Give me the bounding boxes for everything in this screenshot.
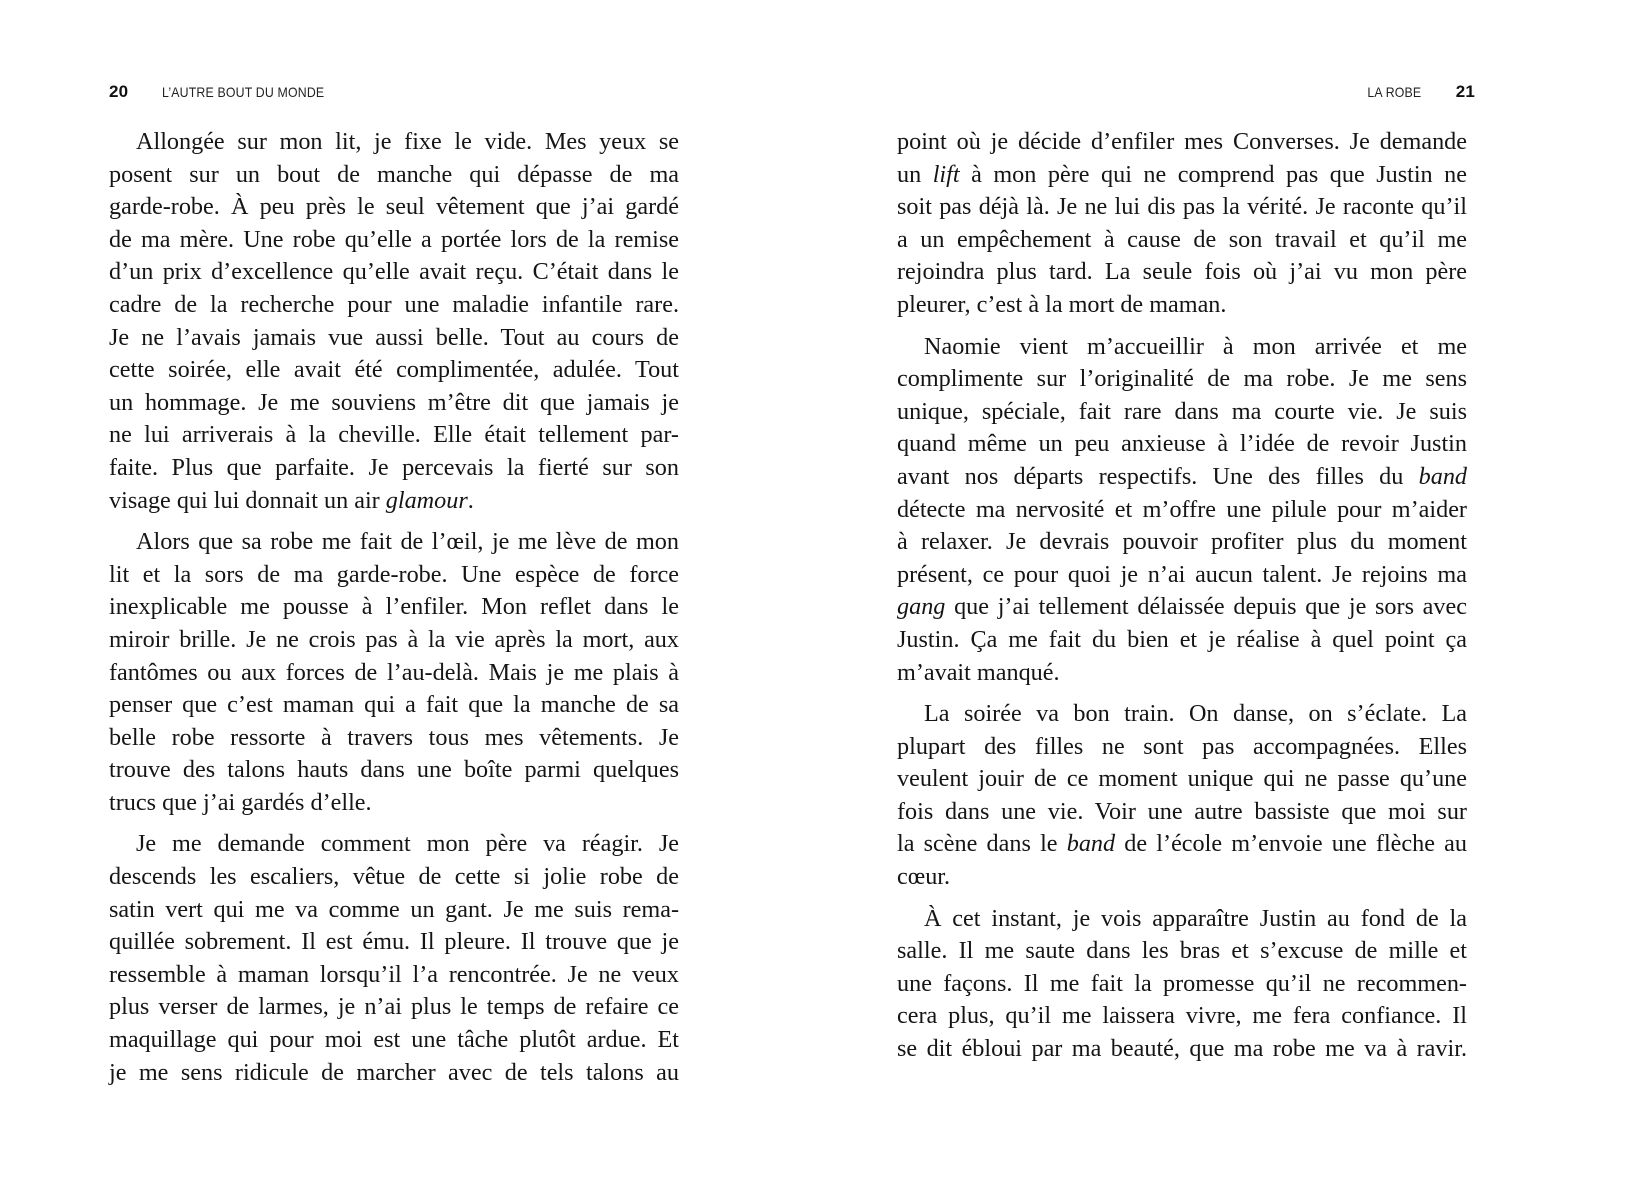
text-line: trucs que j’ai gardés d’elle. (109, 788, 372, 816)
text-line: Justin. Ça me fait du bien et je réalise à quel point ça (897, 625, 1467, 653)
text-line: à relaxer. Je devrais pouvoir profiter plus du moment (897, 528, 1467, 556)
right-body-text (897, 126, 1467, 1075)
text-line: trouve des talons hauts dans une boîte parmi quelques (109, 756, 679, 784)
text-line (897, 461, 1467, 494)
text-line: m’avait manqué. (897, 658, 1060, 686)
text-line: veulent jouir de ce moment unique qui ne passe qu’une (897, 765, 1467, 793)
text-line: cette soirée, elle avait été complimentée, adulée. Tout (109, 356, 679, 384)
text-line: détecte ma nervosité et m’offre une pilule pour m’aider (897, 495, 1467, 523)
text-line: un hommage. Je me souviens m’être dit que jamais je (109, 388, 679, 416)
text-run: un (897, 160, 933, 188)
text-line: salle. Il me saute dans les bras et s’excuse de mille et (897, 937, 1467, 965)
paragraph (897, 331, 1467, 690)
text-line: miroir brille. Je ne crois pas à la vie après la mort, aux (109, 625, 679, 653)
text-line: garde-robe. À peu près le seul vêtement que j’ai gardé (109, 193, 679, 221)
text-line: une façons. Il me fait la promesse qu’il ne recommen- (897, 969, 1467, 997)
text-run: la scène dans le (897, 830, 1067, 858)
text-line: unique, spéciale, fait rare dans ma courte vie. Je suis (897, 397, 1467, 425)
text-line: maquillage qui pour moi est une tâche plutôt ardue. Et (109, 1026, 679, 1054)
text-line: d’un prix d’excellence qu’elle avait reçu. C’était dans le (109, 258, 679, 286)
paragraph (897, 126, 1467, 322)
paragraph (109, 526, 679, 819)
text-run: que j’ai tellement délaissée depuis que je sors avec (945, 593, 1467, 621)
text-line: Alors que sa robe me fait de l’œil, je me lève de mon (136, 528, 679, 556)
text-line: point où je décide d’enfiler mes Converses. Je demande (897, 128, 1467, 155)
text-line: ressemble à maman lorsqu’il l’a rencontrée. Je ne veux (109, 960, 679, 988)
right-running-head (1360, 80, 1475, 104)
text-line: À cet instant, je vois apparaître Justin au fond de la (924, 904, 1467, 932)
text-line (897, 828, 1467, 861)
text-line: descends les escaliers, vêtue de cette si jolie robe de (109, 863, 679, 891)
text-line: plupart des filles ne sont pas accompagnées. Elles (897, 732, 1467, 760)
text-line: soit pas déjà là. Je ne lui dis pas la vérité. Je raconte qu’il (897, 193, 1467, 221)
text-line: plus verser de larmes, je n’ai plus le temps de refaire ce (109, 993, 679, 1021)
paragraph (109, 828, 679, 1089)
text-run: avant nos départs respectifs. Une des filles du (897, 462, 1419, 490)
text-line: présent, ce pour quoi je n’ai aucun talent. Je rejoins ma (897, 560, 1467, 588)
italic-word: glamour (385, 486, 468, 514)
right-page (818, 0, 1636, 1200)
text-line: je me sens ridicule de marcher avec de tels talons au (109, 1058, 679, 1086)
text-line: lit et la sors de ma garde-robe. Une espèce de force (109, 560, 679, 588)
chapter-title-header: LA ROBE (1367, 84, 1422, 100)
text-line: quand même un peu anxieuse à l’idée de revoir Justin (897, 430, 1467, 458)
text-line: pleurer, c’est à la mort de maman. (897, 290, 1227, 318)
text-line: cera plus, qu’il me laissera vivre, me fera confiance. Il (897, 1002, 1467, 1030)
text-run: à mon père qui ne comprend pas que Justin ne (959, 160, 1467, 188)
book-title-header: L’AUTRE BOUT DU MONDE (162, 84, 325, 100)
italic-word: band (1066, 830, 1116, 858)
text-line: quillée sobrement. Il est ému. Il pleure. Il trouve que je (109, 928, 679, 956)
text-line: satin vert qui me va comme un gant. Je me suis rema- (109, 895, 679, 923)
paragraph (897, 903, 1467, 1066)
text-run: de l’école m’envoie une flèche au (1115, 830, 1468, 858)
italic-word: gang (897, 593, 946, 621)
text-line: belle robe ressorte à travers tous mes vêtements. Je (109, 723, 679, 751)
text-line (109, 485, 679, 518)
italic-word: lift (932, 160, 960, 188)
text-line: complimente sur l’originalité de ma robe. Je me sens (897, 365, 1467, 393)
italic-word: band (1418, 462, 1467, 490)
text-line: Je me demande comment mon père va réagir. Je (136, 830, 679, 858)
text-line: cadre de la recherche pour une maladie infantile rare. (109, 290, 679, 318)
text-line: inexplicable me pousse à l’enfiler. Mon reflet dans le (109, 593, 679, 621)
right-page-number: 21 (1455, 82, 1475, 101)
text-line: se dit ébloui par ma beauté, que ma robe me va à ravir. (897, 1035, 1467, 1063)
text-line: Naomie vient m’accueillir à mon arrivée et me (924, 332, 1467, 360)
paragraph (897, 698, 1467, 894)
text-line (897, 591, 1467, 624)
text-line: rejoindra plus tard. La seule fois où j’ai vu mon père (897, 258, 1467, 286)
paragraph (109, 126, 679, 517)
text-line: posent sur un bout de manche qui dépasse de ma (109, 160, 679, 188)
text-line: penser que c’est maman qui a fait que la manche de sa (109, 691, 679, 719)
left-body-text (109, 126, 679, 1098)
text-line: fantômes ou aux forces de l’au-delà. Mais je me plais à (109, 658, 679, 686)
text-line: fois dans une vie. Voir une autre bassiste que moi sur (897, 797, 1467, 825)
text-line: Allongée sur mon lit, je fixe le vide. Mes yeux se (136, 128, 679, 155)
text-line: cœur. (897, 863, 951, 891)
text-line: La soirée va bon train. On danse, on s’éclate. La (924, 700, 1467, 728)
text-line: ne lui arriverais à la cheville. Elle était tellement par- (109, 421, 679, 449)
text-line: a un empêchement à cause de son travail et qu’il me (897, 225, 1467, 253)
text-run: visage qui lui donnait un air (109, 486, 386, 514)
text-run: . (467, 486, 474, 514)
left-page-number: 20 (109, 82, 129, 101)
text-line: Je ne l’avais jamais vue aussi belle. Tout au cours de (109, 323, 679, 351)
text-line: faite. Plus que parfaite. Je percevais la fierté sur son (109, 453, 679, 481)
text-line: de ma mère. Une robe qu’elle a portée lors de la remise (109, 225, 679, 253)
text-line (897, 159, 1467, 192)
left-running-head (109, 80, 347, 104)
